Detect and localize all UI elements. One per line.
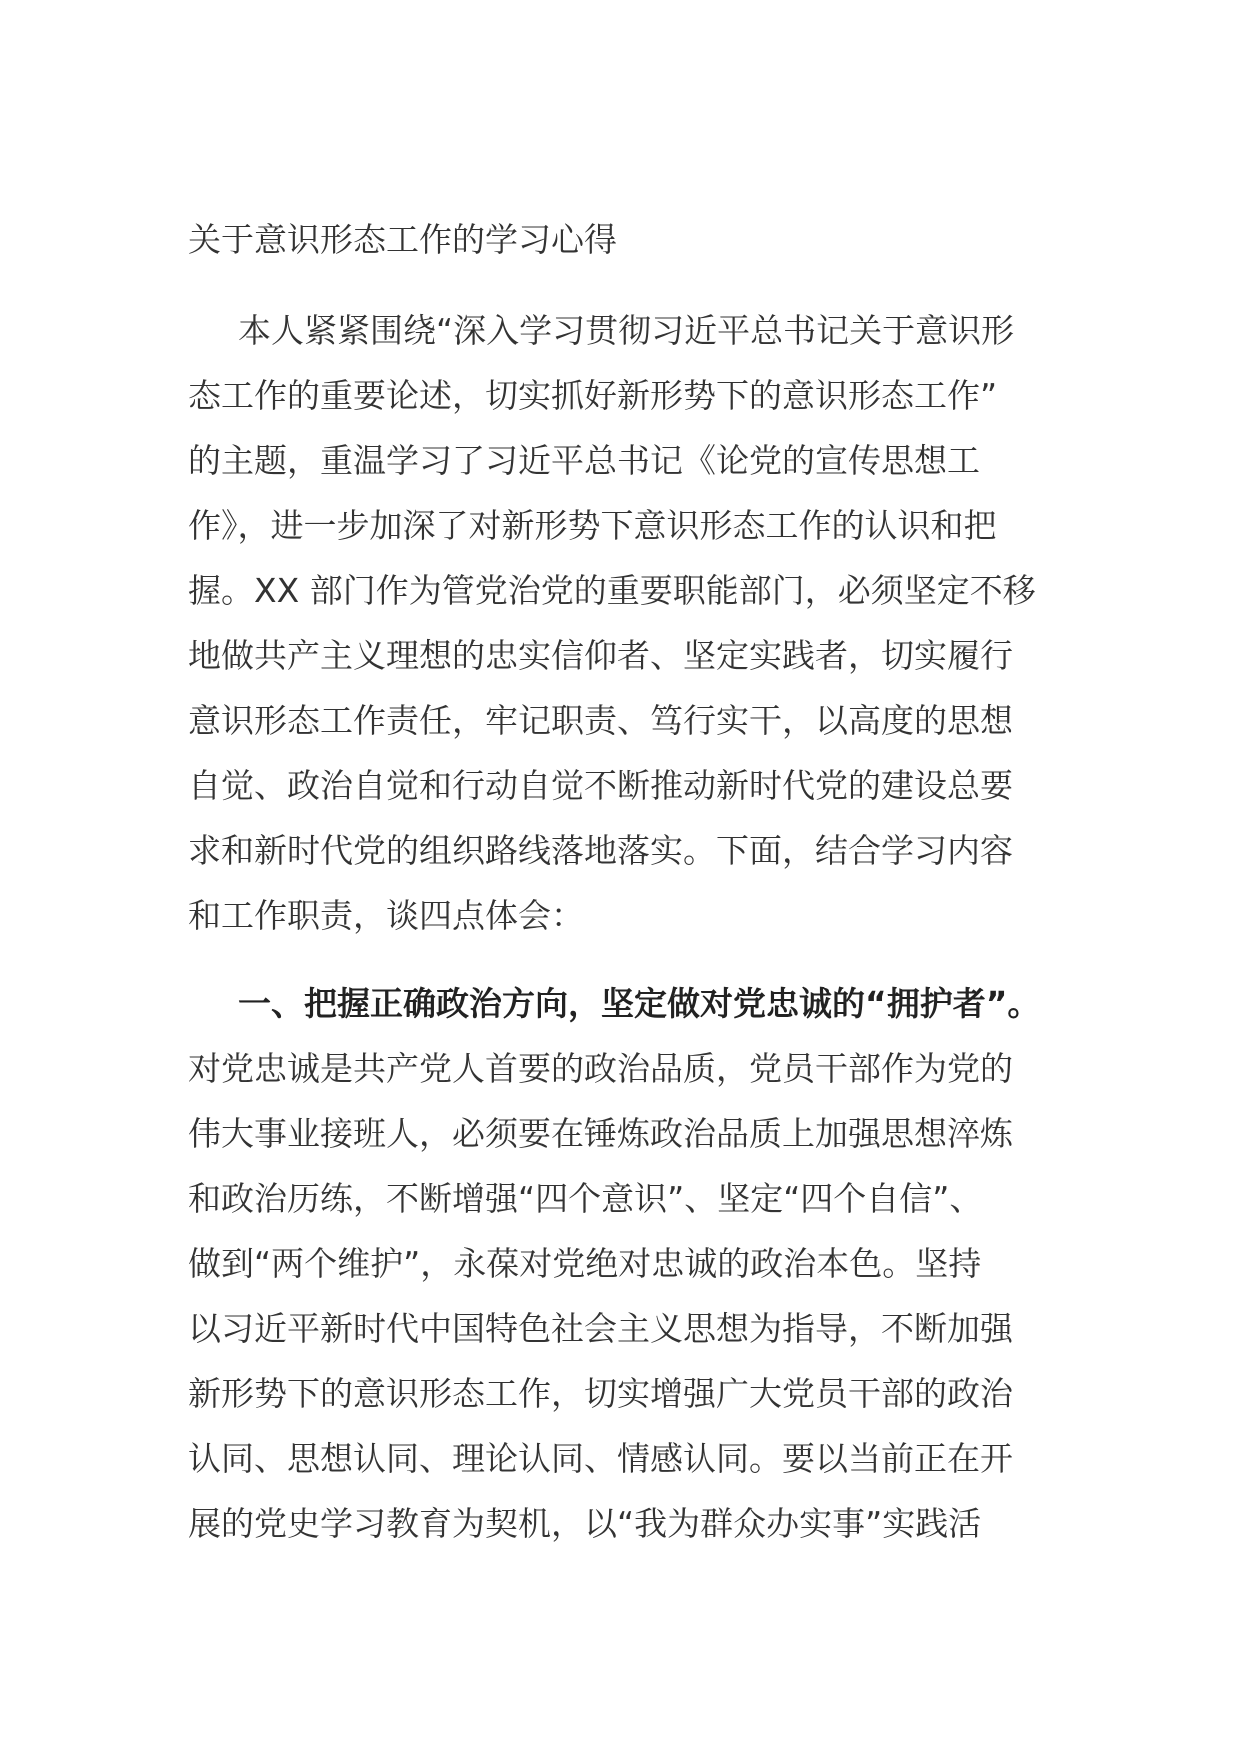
paragraph-line: 作》，进一步加深了对新形势下意识形态工作的认识和把: [188, 506, 997, 545]
paragraph-line: 和工作职责，谈四点体会：: [188, 896, 584, 935]
paragraph-line: 做到“两个维护”，永葆对党绝对忠诚的政治本色。坚持: [188, 1244, 982, 1283]
paragraph-line: 意识形态工作责任，牢记职责、笃行实干，以高度的思想: [188, 701, 1013, 740]
document-title: 关于意识形态工作的学习心得: [188, 220, 617, 259]
paragraph-line: 和政治历练，不断增强“四个意识”、坚定“四个自信”、: [188, 1179, 983, 1218]
paragraph-line: 本人紧紧围绕“深入学习贯彻习近平总书记关于意识形: [238, 311, 1015, 350]
paragraph-line: 的主题，重温学习了习近平总书记《论党的宣传思想工: [188, 441, 980, 480]
intro-paragraph: [188, 298, 1058, 948]
paragraph-line: 认同、思想认同、理论认同、情感认同。要以当前正在开: [188, 1439, 1013, 1478]
section-1-heading: 一、把握正确政治方向，坚定做对党忠诚的“拥护者”。: [238, 984, 1041, 1023]
paragraph-line: 伟大事业接班人，必须要在锤炼政治品质上加强思想淬炼: [188, 1114, 1013, 1153]
paragraph-line: 展的党史学习教育为契机，以“我为群众办实事”实践活: [188, 1504, 982, 1543]
paragraph-line: 以习近平新时代中国特色社会主义思想为指导，不断加强: [188, 1309, 1013, 1348]
paragraph-line: 自觉、政治自觉和行动自觉不断推动新时代党的建设总要: [188, 766, 1013, 805]
paragraph-line: 新形势下的意识形态工作，切实增强广大党员干部的政治: [188, 1374, 1013, 1413]
paragraph-line: 地做共产主义理想的忠实信仰者、坚定实践者，切实履行: [188, 636, 1013, 675]
paragraph-line: 态工作的重要论述，切实抓好新形势下的意识形态工作”: [188, 376, 998, 415]
section-1-paragraph: [188, 971, 1058, 1556]
paragraph-line: 求和新时代党的组织路线落地落实。下面，结合学习内容: [188, 831, 1013, 870]
paragraph-line: 握。XX 部门作为管党治党的重要职能部门，必须坚定不移: [188, 571, 1036, 610]
paragraph-line: 对党忠诚是共产党人首要的政治品质，党员干部作为党的: [188, 1049, 1013, 1088]
